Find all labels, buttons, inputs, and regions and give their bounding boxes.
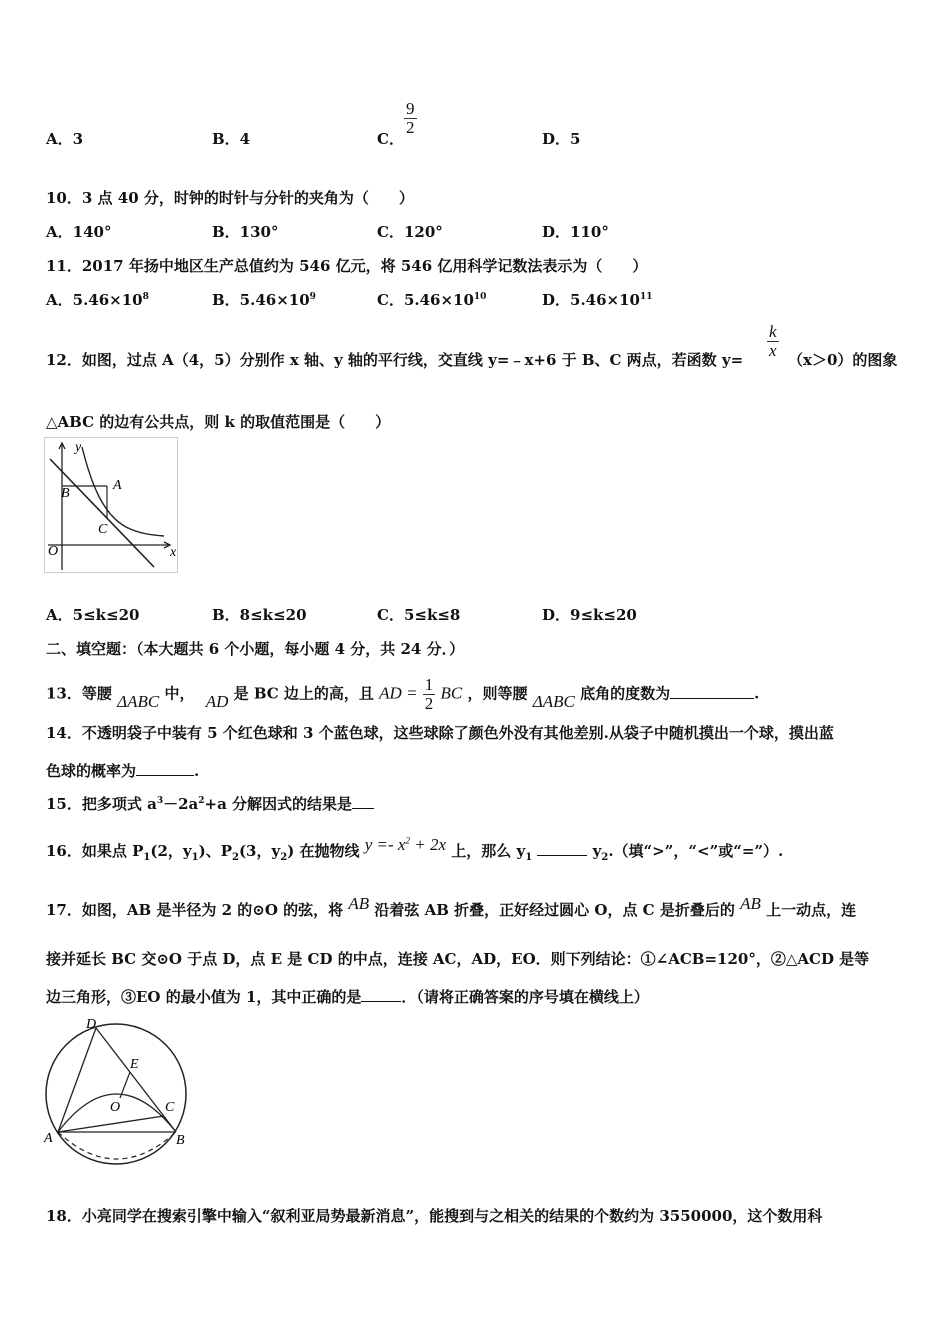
q13-p1: 13．等腰 bbox=[46, 684, 112, 703]
q13-ad: AD bbox=[205, 691, 229, 711]
q17-label-o: O bbox=[110, 1100, 121, 1115]
q10-option-c: C．120° bbox=[377, 223, 443, 241]
q12-label-b: B bbox=[61, 486, 70, 501]
q17-figure bbox=[40, 1010, 200, 1170]
q13-p5: 底角的度数为 bbox=[580, 684, 671, 703]
q15-line bbox=[46, 793, 374, 814]
q13-frac-num: 1 bbox=[424, 675, 434, 694]
q16-s3: 2 bbox=[231, 852, 239, 863]
q17-line2: 接并延长 BC 交⊙O 于点 D，点 E 是 CD 的中点，连接 AC，AD，EO．则下列结论：①∠ACB=120°，②△ACD 是等 bbox=[46, 950, 870, 968]
q12-option-b: B．8≤k≤20 bbox=[212, 606, 307, 624]
q13-p4: ，则等腰 bbox=[467, 684, 528, 703]
q17-arc2: AB bbox=[740, 894, 761, 913]
q16-formula-b: + 2x bbox=[414, 835, 447, 854]
q16-p1: 16．如果点 P bbox=[46, 842, 144, 860]
q13-eq-lhs: AD = bbox=[379, 683, 418, 703]
q11-option-c bbox=[377, 289, 486, 310]
q9-option-c-fraction bbox=[404, 100, 417, 137]
q9-option-c-label: C． bbox=[377, 130, 404, 148]
q13-tri2: ΔABC bbox=[532, 691, 575, 711]
q9-option-b: B．4 bbox=[212, 130, 251, 148]
q17-label-e: E bbox=[130, 1057, 139, 1072]
q11-option-c-exp: 10 bbox=[473, 292, 487, 302]
q17-label-a: A bbox=[44, 1131, 53, 1146]
q17-line1 bbox=[46, 894, 857, 920]
q17-p3: 上一动点，连 bbox=[766, 901, 857, 919]
q18-line1: 18．小亮同学在搜索引擎中输入“叙利亚局势最新消息”，能搜到与之相关的结果的个数约为 3550000，这个数用科 bbox=[46, 1207, 823, 1225]
q12-frac-den: x bbox=[769, 341, 777, 360]
q13-tri1: ΔABC bbox=[117, 691, 160, 711]
q9-option-c bbox=[377, 128, 404, 149]
q16-line bbox=[46, 835, 784, 863]
q16-s6: 2 bbox=[601, 852, 609, 863]
q11-option-c-base: C．5.46×10 bbox=[377, 291, 474, 309]
q10-option-d: D．110° bbox=[542, 223, 609, 241]
q16-p8: .（填“>”，“<”或“=”）. bbox=[608, 842, 784, 860]
q16-s2: 1 bbox=[191, 852, 199, 863]
q15-p2: －2a bbox=[163, 795, 199, 813]
q13-end: . bbox=[754, 684, 760, 703]
q13-answer-blank[interactable] bbox=[670, 684, 754, 699]
q10-stem: 10．3 点 40 分，时钟的时针与分针的夹角为（ ） bbox=[46, 189, 414, 207]
q14-end: . bbox=[194, 762, 200, 780]
q12-stem-line2: △ABC 的边有公共点，则 k 的取值范围是（ ） bbox=[46, 413, 391, 431]
section2-header: 二、填空题：（本大题共 6 个小题，每小题 4 分，共 24 分．） bbox=[46, 640, 465, 658]
q11-option-b bbox=[212, 289, 316, 310]
q15-p1: 15．把多项式 a bbox=[46, 795, 157, 813]
q14-line1: 14．不透明袋子中装有 5 个红色球和 3 个蓝色球，这些球除了颜色外没有其他差别.从袋子中随机摸出一个球，摸出蓝 bbox=[46, 724, 834, 742]
q12-frac-num: k bbox=[769, 322, 777, 341]
q12-option-c: C．5≤k≤8 bbox=[377, 606, 461, 624]
q9-frac-den: 2 bbox=[406, 118, 415, 137]
q12-stem-line1-tail: （x＞0）的图象 bbox=[788, 351, 898, 369]
q16-s5: 1 bbox=[525, 852, 533, 863]
q16-s4: 2 bbox=[280, 852, 288, 863]
q14-answer-blank[interactable] bbox=[136, 761, 194, 776]
q16-p2: (2，y bbox=[150, 842, 192, 860]
q12-stem-line1: 12．如图，过点 A（4，5）分别作 x 轴、y 轴的平行线，交直线 y=﹣x+6 于 B、C 两点，若函数 y= bbox=[46, 351, 744, 369]
q12-label-o: O bbox=[48, 544, 59, 559]
q11-option-d bbox=[542, 289, 653, 310]
q12-fraction bbox=[767, 323, 779, 360]
q12-option-d: D．9≤k≤20 bbox=[542, 606, 637, 624]
q16-formula-e: 2 bbox=[405, 835, 410, 846]
q15-p3: +a 分解因式的结果是 bbox=[204, 795, 353, 813]
q12-label-a: A bbox=[113, 478, 122, 493]
q16-p6: 上，那么 y bbox=[451, 842, 526, 860]
q10-option-b: B．130° bbox=[212, 223, 279, 241]
q12-label-x: x bbox=[170, 545, 177, 560]
q11-stem: 11．2017 年扬中地区生产总值约为 546 亿元，将 546 亿用科学记数法表示为（ ） bbox=[46, 257, 648, 275]
q11-option-b-base: B．5.46×10 bbox=[212, 291, 310, 309]
q17-label-c: C bbox=[165, 1100, 175, 1115]
q11-option-a bbox=[46, 289, 149, 310]
q16-p7: y bbox=[592, 842, 602, 860]
q11-option-a-exp: 8 bbox=[142, 292, 149, 302]
q17-arc1: AB bbox=[348, 894, 370, 913]
q15-answer-blank[interactable] bbox=[352, 794, 374, 809]
q11-option-b-exp: 9 bbox=[309, 292, 316, 302]
q15-e1: 3 bbox=[156, 796, 164, 806]
q13-line bbox=[46, 676, 759, 713]
q10-option-a: A．140° bbox=[46, 223, 112, 241]
q17-answer-blank[interactable] bbox=[361, 987, 401, 1002]
q16-formula-a: y =- x bbox=[364, 835, 406, 854]
q16-formula bbox=[365, 835, 446, 854]
q17-p2: 沿着弦 AB 折叠，正好经过圆心 O，点 C 是折叠后的 bbox=[374, 901, 735, 919]
q17-p1: 17．如图，AB 是半径为 2 的⊙O 的弦，将 bbox=[46, 901, 344, 919]
q11-option-d-base: D．5.46×10 bbox=[542, 291, 640, 309]
q11-option-a-base: A．5.46×10 bbox=[46, 291, 143, 309]
q13-frac-den: 2 bbox=[424, 694, 434, 713]
q16-p4: (3，y bbox=[238, 842, 281, 860]
q12-option-a: A．5≤k≤20 bbox=[46, 606, 140, 624]
q16-p3: )、P bbox=[198, 842, 232, 860]
q12-figure bbox=[44, 437, 178, 573]
q9-frac-num: 9 bbox=[406, 99, 415, 118]
q16-s1: 1 bbox=[143, 852, 151, 863]
q12-label-y: y bbox=[75, 440, 82, 455]
q9-option-a: A．3 bbox=[46, 130, 84, 148]
q13-eq-rhs: BC bbox=[440, 683, 463, 703]
q14-line2-text: 色球的概率为 bbox=[46, 762, 137, 780]
q17-line3b: ．（请将正确答案的序号填在横线上） bbox=[401, 988, 649, 1006]
q16-p5: ) 在抛物线 bbox=[287, 842, 360, 860]
q17-line3a: 边三角形，③EO 的最小值为 1，其中正确的是 bbox=[46, 988, 362, 1006]
q17-line3 bbox=[46, 986, 649, 1007]
q13-p3: 是 BC 边上的高，且 bbox=[233, 684, 374, 703]
q14-line2 bbox=[46, 760, 199, 781]
q16-answer-blank[interactable] bbox=[537, 841, 587, 856]
q17-label-d: D bbox=[86, 1017, 97, 1032]
q11-option-d-exp: 11 bbox=[639, 292, 653, 302]
q15-e2: 2 bbox=[198, 796, 205, 806]
q13-p2: 中， bbox=[164, 684, 195, 703]
q9-option-d: D．5 bbox=[542, 130, 581, 148]
q12-label-c: C bbox=[98, 522, 108, 537]
q17-label-b: B bbox=[176, 1133, 185, 1148]
